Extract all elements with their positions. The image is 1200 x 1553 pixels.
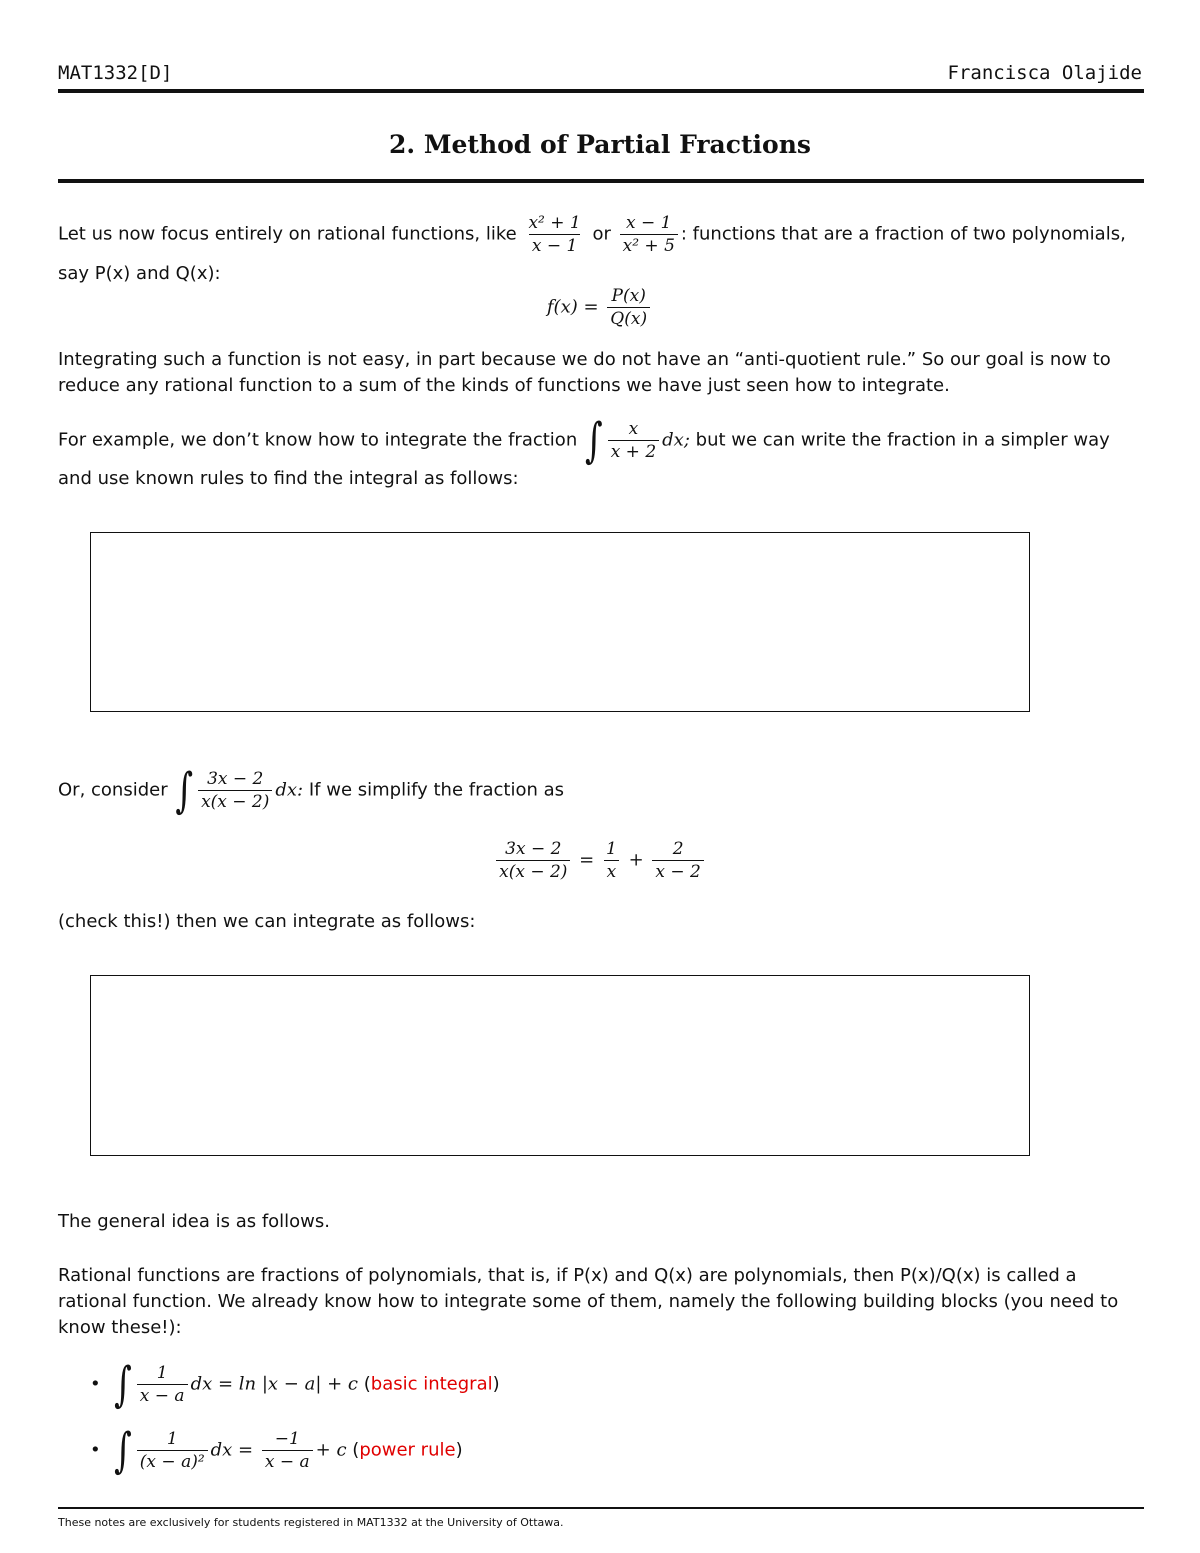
paragraph-check-this: (check this!) then we can integrate as follows: <box>58 911 476 932</box>
title-rule <box>58 179 1144 183</box>
paragraph-consider: Or, consider ∫ $\frac{3x - 2}{x(x - 2)}$ dx: If we simplify the fraction as <box>58 762 565 819</box>
course-code: MAT1332[D] <box>58 62 173 84</box>
basic-integral-label: basic integral <box>370 1373 493 1395</box>
fraction-3x-minus-2: $\frac{3x - 2}{x(x - 2)}$ <box>198 768 272 813</box>
bullet-icon: • <box>90 1439 101 1461</box>
paragraph-general-idea: The general idea is as follows. <box>58 1211 331 1232</box>
section-title: 2. Method of Partial Fractions <box>389 130 811 159</box>
integral-sign: ∫ <box>175 762 194 819</box>
list-item: • ∫ $\frac{1}{x - a}$ dx = ln |x − a| + c (basic integral) <box>90 1356 500 1413</box>
integral-sign: ∫ <box>584 412 603 469</box>
paragraph-example-2: and use known rules to find the integral as follows: <box>58 468 519 489</box>
integral-sign: ∫ <box>114 1356 132 1413</box>
fraction-example-1: $\frac{\text{x² + 1}}{x - 1}$ <box>528 213 581 256</box>
paragraph-example: For example, we don’t know how to integrate the fraction ∫ $\frac{x}{x + 2}$ dx; but we can write the fraction in a simpler way <box>58 412 1110 469</box>
equation-f-of-x: f(x) = $\frac{P(x)}{Q(x)}$ <box>0 285 1200 330</box>
text: Let us now focus entirely on rational functions, like <box>58 223 517 245</box>
power-rule-label: power rule <box>359 1439 456 1461</box>
integral-sign: ∫ <box>114 1422 132 1479</box>
list-item: • ∫ $\frac{1}{\text{(x − a)²}}$ dx = $\frac{-1}{x - a}$ + c (power rule) <box>90 1422 463 1479</box>
paragraph-rational-functions: Rational functions are fractions of polynomials, that is, if P(x) and Q(x) are polynomials, then P(x)/Q(x) is called a rational function. We already know how to integrate some of them, namely the following building blocks (you need to know these!): <box>58 1265 1119 1338</box>
header-rule <box>58 89 1144 93</box>
answer-box-1[interactable] <box>90 532 1030 712</box>
bullet-icon: • <box>90 1373 101 1395</box>
footer-note: These notes are exclusively for students registered in MAT1332 at the University of Ottawa. <box>58 1516 564 1529</box>
equation-partial-fraction: $\frac{3x - 2}{x(x - 2)}$ = $\frac{1}{x}$ + $\frac{2}{x - 2}$ <box>0 838 1200 883</box>
footer-rule <box>58 1507 1144 1509</box>
answer-box-2[interactable] <box>90 975 1030 1156</box>
fraction-example-2: $\frac{x - 1}{\text{x² + 5}}$ <box>620 212 678 257</box>
fraction-x-over-x-plus-2: $\frac{x}{x + 2}$ <box>608 418 659 463</box>
author-name: Francisca Olajide <box>947 62 1142 84</box>
paragraph-rational-intro: Let us now focus entirely on rational functions, like $\frac{\text{x² + 1}}{x - 1}$ or $\frac{x - 1}{\text{x² + 5}}$ : functions that are a fraction of two polynomials, <box>58 213 1126 256</box>
paragraph-goal: Integrating such a function is not easy, in part because we do not have an “anti-quotient rule.” So our goal is now to reduce any rational function to a sum of the kinds of functions we have just seen how to integrate. <box>58 349 1111 396</box>
paragraph-rational-intro-2: say P(x) and Q(x): <box>58 263 221 284</box>
